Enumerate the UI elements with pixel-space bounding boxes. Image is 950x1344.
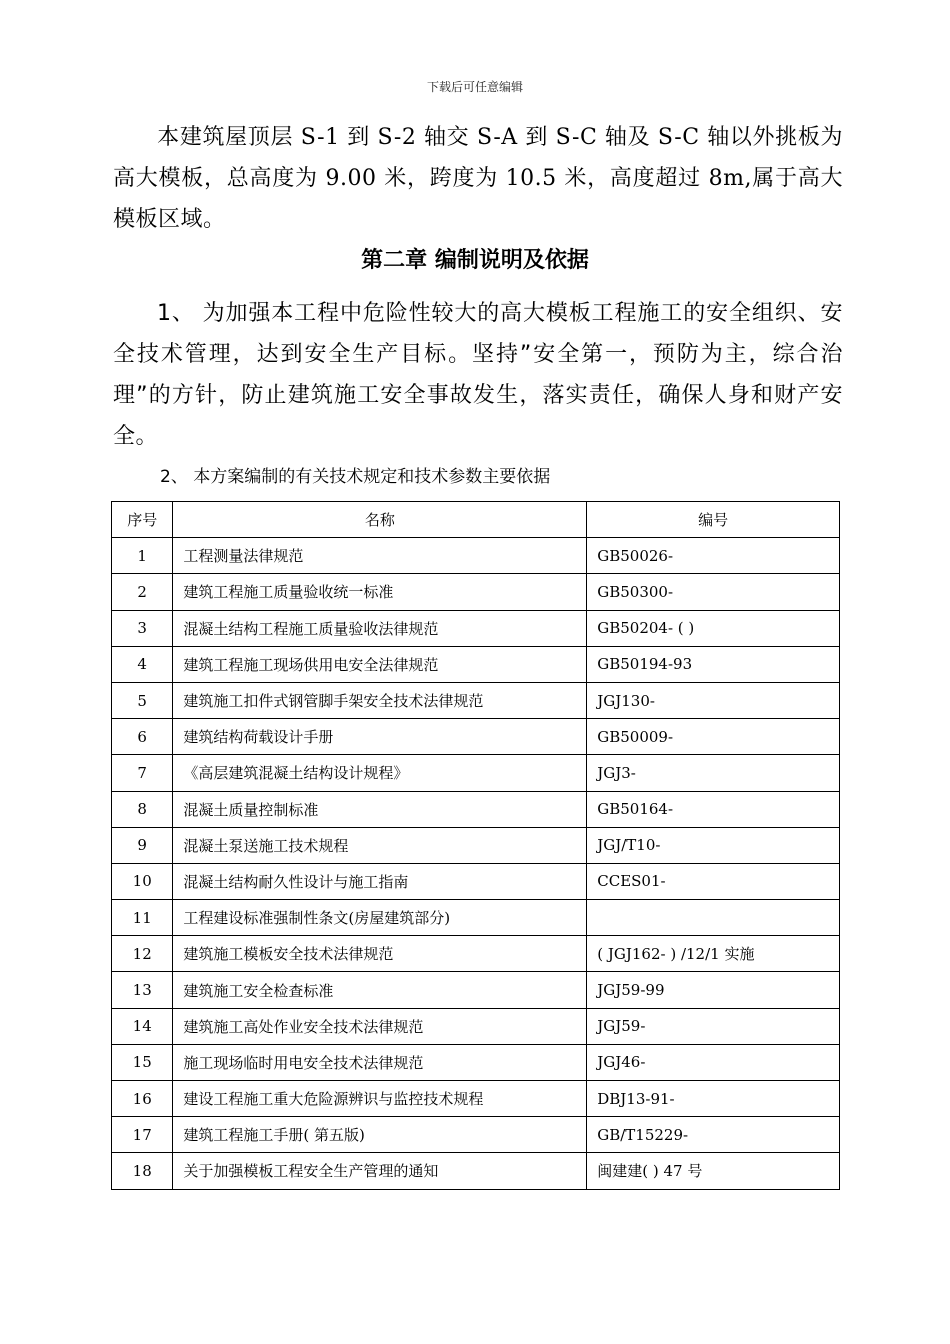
- table-row: [112, 755, 840, 791]
- paragraph-project-overview: [113, 117, 843, 240]
- table-row: [112, 1008, 840, 1044]
- table-row: [112, 719, 840, 755]
- row-index: 13: [112, 972, 173, 1008]
- paragraph-purpose: [113, 293, 843, 457]
- row-code: [587, 900, 840, 936]
- row-name: 建筑结构荷载设计手册: [173, 719, 587, 755]
- row-index: 1: [112, 538, 173, 574]
- row-name: 建筑施工扣件式钢管脚手架安全技术法律规范: [173, 682, 587, 718]
- row-code: JGJ/T10-: [587, 827, 840, 863]
- row-index: 17: [112, 1117, 173, 1153]
- paragraph-project-overview-text: 本建筑屋顶层 S-1 到 S-2 轴交 S-A 到 S-C 轴及 S-C 轴以外挑板为高大模板，总高度为 9.00 米，跨度为 10.5 米，高度超过 8m,属于高大模板区域。: [113, 125, 843, 232]
- standards-table: [111, 501, 840, 1190]
- header-code: 编号: [587, 502, 840, 538]
- table-row: [112, 1044, 840, 1080]
- table-row: [112, 827, 840, 863]
- row-name: 工程测量法律规范: [173, 538, 587, 574]
- row-code: JGJ59-99: [587, 972, 840, 1008]
- row-index: 8: [112, 791, 173, 827]
- row-name: 建筑施工高处作业安全技术法律规范: [173, 1008, 587, 1044]
- row-index: 3: [112, 610, 173, 646]
- table-row: [112, 610, 840, 646]
- row-index: 7: [112, 755, 173, 791]
- table-row: [112, 646, 840, 682]
- row-name: 建筑工程施工手册( 第五版): [173, 1117, 587, 1153]
- row-index: 9: [112, 827, 173, 863]
- row-index: 5: [112, 682, 173, 718]
- row-code: 闽建建( ) 47 号: [587, 1153, 840, 1189]
- table-row: [112, 936, 840, 972]
- page-header: 下载后可任意编辑: [426, 80, 523, 94]
- table-row: [112, 1153, 840, 1189]
- row-code: JGJ59-: [587, 1008, 840, 1044]
- table-row: [112, 574, 840, 610]
- row-index: 12: [112, 936, 173, 972]
- row-code: JGJ46-: [587, 1044, 840, 1080]
- row-index: 16: [112, 1081, 173, 1117]
- row-code: GB50204- ( ): [587, 610, 840, 646]
- row-index: 11: [112, 900, 173, 936]
- row-code: DBJ13-91-: [587, 1081, 840, 1117]
- row-name: 混凝土结构工程施工质量验收法律规范: [173, 610, 587, 646]
- row-name: 工程建设标准强制性条文(房屋建筑部分): [173, 900, 587, 936]
- row-code: GB/T15229-: [587, 1117, 840, 1153]
- header-index: 序号: [112, 502, 173, 538]
- row-name: 关于加强模板工程安全生产管理的通知: [173, 1153, 587, 1189]
- table-row: [112, 1081, 840, 1117]
- row-code: GB50164-: [587, 791, 840, 827]
- row-index: 2: [112, 574, 173, 610]
- row-code: GB50194-93: [587, 646, 840, 682]
- row-name: 混凝土质量控制标准: [173, 791, 587, 827]
- row-index: 15: [112, 1044, 173, 1080]
- paragraph-purpose-text: 1、 为加强本工程中危险性较大的高大模板工程施工的安全组织、安全技术管理，达到安全生产目标。坚持”安全第一，预防为主，综合治理”的方针，防止建筑施工安全事故发生，落实责任，确保人身和财产安全。: [113, 301, 843, 449]
- row-name: 建筑施工安全检查标准: [173, 972, 587, 1008]
- row-index: 14: [112, 1008, 173, 1044]
- subheading-basis: 2、 本方案编制的有关技术规定和技术参数主要依据: [160, 467, 551, 487]
- table-row: [112, 1117, 840, 1153]
- table-row: [112, 863, 840, 899]
- table-row: [112, 900, 840, 936]
- row-name: 建筑工程施工质量验收统一标准: [173, 574, 587, 610]
- row-code: ( JGJ162- ) /12/1 实施: [587, 936, 840, 972]
- table-row: [112, 791, 840, 827]
- table-row: [112, 972, 840, 1008]
- row-index: 18: [112, 1153, 173, 1189]
- chapter-title: 第二章 编制说明及依据: [361, 248, 589, 273]
- row-name: 施工现场临时用电安全技术法律规范: [173, 1044, 587, 1080]
- row-index: 6: [112, 719, 173, 755]
- table-row: [112, 682, 840, 718]
- row-index: 4: [112, 646, 173, 682]
- row-name: 建设工程施工重大危险源辨识与监控技术规程: [173, 1081, 587, 1117]
- row-code: GB50026-: [587, 538, 840, 574]
- row-name: 混凝土结构耐久性设计与施工指南: [173, 863, 587, 899]
- table-row: [112, 538, 840, 574]
- row-code: JGJ3-: [587, 755, 840, 791]
- row-name: 建筑施工模板安全技术法律规范: [173, 936, 587, 972]
- table-body: [112, 538, 840, 1189]
- row-name: 《高层建筑混凝土结构设计规程》: [173, 755, 587, 791]
- row-code: GB50300-: [587, 574, 840, 610]
- table-header-row: [112, 502, 840, 538]
- row-code: CCES01-: [587, 863, 840, 899]
- row-name: 建筑工程施工现场供用电安全法律规范: [173, 646, 587, 682]
- header-name: 名称: [173, 502, 587, 538]
- row-code: JGJ130-: [587, 682, 840, 718]
- row-name: 混凝土泵送施工技术规程: [173, 827, 587, 863]
- row-code: GB50009-: [587, 719, 840, 755]
- row-index: 10: [112, 863, 173, 899]
